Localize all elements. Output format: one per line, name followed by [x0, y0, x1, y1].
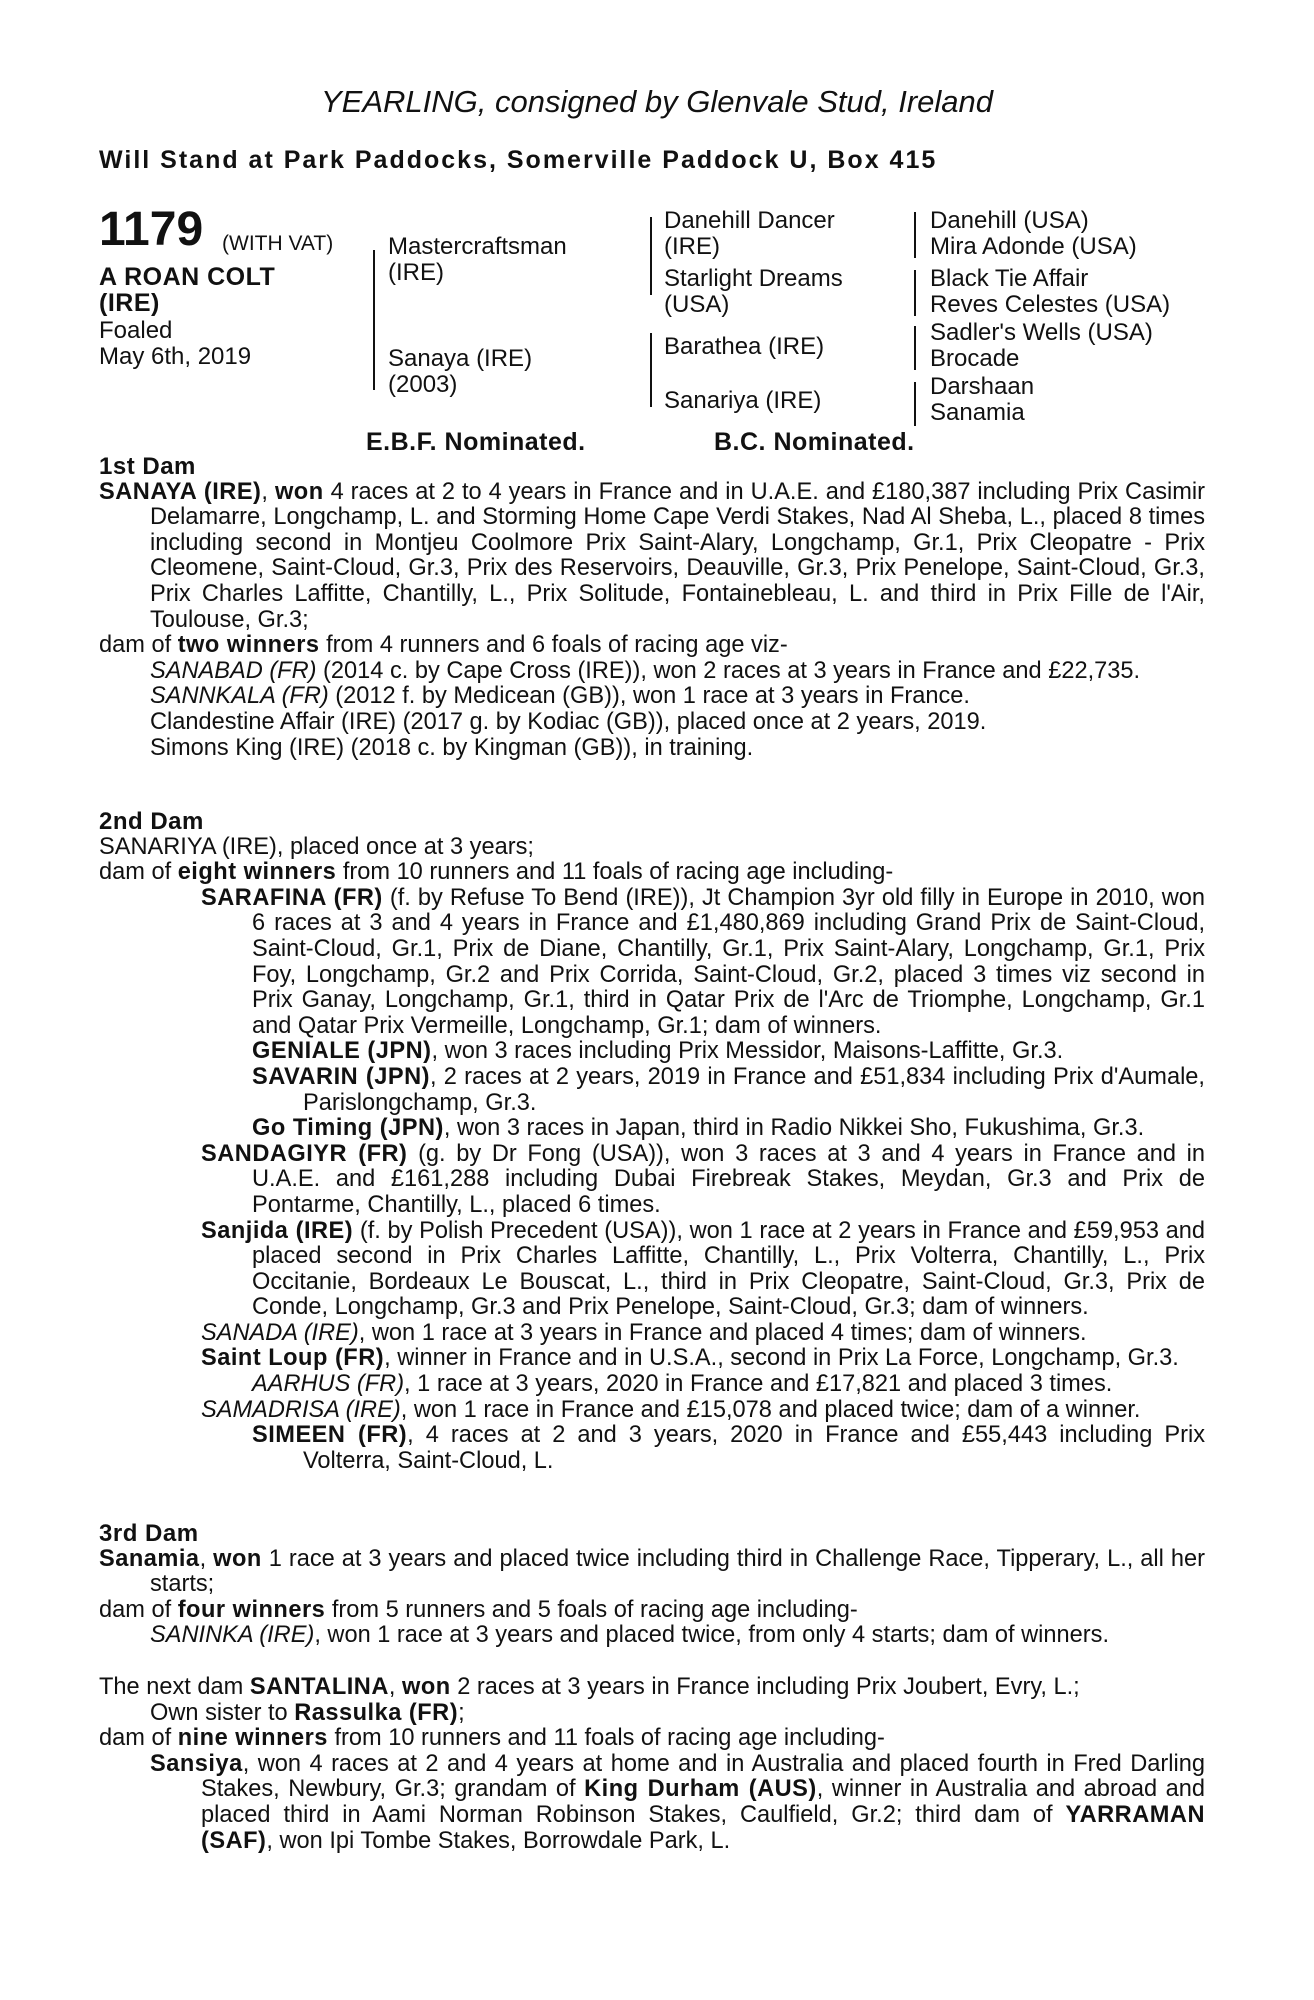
third-dam-section: [99, 1521, 1205, 1649]
progeny-clandestine-affair: Clandestine Affair (IRE) (2017 g. by Kodiac (GB)), placed once at 2 years, 2019.: [150, 708, 987, 735]
pedigree-brace-col3-d: [914, 382, 916, 426]
lot-description-line1: A ROAN COLT: [99, 263, 276, 291]
ggsire-2: Black Tie Affair: [930, 265, 1089, 292]
bc-nominated: B.C. Nominated.: [714, 428, 915, 456]
sire: Mastercraftsman (IRE): [388, 233, 567, 286]
progeny-saninka: SANINKA (IRE), won 1 race at 3 years and placed twice, from only 4 starts; dam of winners.: [150, 1622, 1110, 1649]
second-dam-produce: dam of eight winners from 10 runners and 11 foals of racing age including-: [99, 859, 894, 886]
progeny-sanada: SANADA (IRE), won 1 race at 3 years in France and placed 4 times; dam of winners.: [201, 1319, 1087, 1346]
second-dam-heading: 2nd Dam: [99, 808, 204, 835]
pedigree-brace-col2-sire: [650, 217, 652, 295]
sale-heading: YEARLING, consigned by Glenvale Stud, Ireland: [320, 84, 994, 119]
next-dam-record: The next dam SANTALINA, won 2 races at 3 years in France including Prix Joubert, Evry, L.;: [99, 1674, 1080, 1700]
first-dam-record: SANAYA (IRE), won 4 races at 2 to 4 years in France and in U.A.E. and £180,387 including Prix Casimir Delamarre, Longchamp, L. and Storming Home Cape Verdi Stakes, Nad Al Sheba, L., placed 8 times including second in Montjeu Coolmore Prix Saint-Alary, Longchamp, Gr.1, Prix Cleopatre - Prix Cleomene, Saint-Cloud, Gr.3, Prix des Reservoirs, Deauville, Gr.3, Prix Penelope, Saint-Cloud, Gr.3, Prix Charles Laffitte, Chantilly, L., Prix Solitude, Fontainebleau, L. and third in Prix Fille de l'Air, Toulouse, Gr.3;: [99, 478, 1205, 633]
lot-number: 1179: [99, 203, 204, 256]
progeny-sanjida: Sanjida (IRE) (f. by Polish Precedent (USA)), won 1 race at 2 years in France and £59,953 and placed second in Prix Charles Laffitte, Chantilly, L., Prix Volterra, Chantilly, L., Prix Occitanie, Bordeaux Le Bouscat, L., third in Prix Cleopatre, Saint-Cloud, Gr.3, Prix de Conde, Longchamp, Gr.3 and Prix Penelope, Saint-Cloud, Gr.3; dam of winners.: [201, 1217, 1206, 1321]
dam-dam: Sanariya (IRE): [664, 387, 822, 414]
first-dam-produce: dam of two winners from 4 runners and 6 foals of racing age viz-: [99, 632, 788, 659]
ggsire-4: Darshaan: [930, 373, 1035, 400]
lot-description: [99, 264, 275, 316]
progeny-samadrisa: SAMADRISA (IRE), won 1 race in France and £15,078 and placed twice; dam of a winner.: [201, 1396, 1141, 1423]
pedigree-brace-col3-c: [914, 326, 916, 370]
first-dam-section: [99, 454, 1205, 761]
next-dam-sister: Own sister to Rassulka (FR);: [150, 1699, 465, 1726]
progeny-saint-loup: Saint Loup (FR), winner in France and in U.S.A., second in Prix La Force, Longchamp, Gr.3.: [201, 1345, 1179, 1372]
pedigree-brace-col3-b: [914, 270, 916, 316]
progeny-simons-king: Simons King (IRE) (2018 c. by Kingman (GB)), in training.: [150, 734, 754, 761]
progeny-sansiya: Sansiya, won 4 races at 2 and 4 years at home and in Australia and placed fourth in Fred Darling Stakes, Newbury, Gr.3; grandam of King Durham (AUS), winner in Australia and abroad and placed third in Aami Norman Robinson Stakes, Caulfield, Gr.2; third dam of YARRAMAN (SAF), won Ipi Tombe Stakes, Borrowdale Park, L.: [150, 1750, 1205, 1854]
third-dam-record: Sanamia, won 1 race at 3 years and placed twice including third in Challenge Race, Tipperary, L., all her starts;: [99, 1545, 1205, 1598]
progeny-sanabad: SANABAD (FR) (2014 c. by Cape Cross (IRE)), won 2 races at 3 years in France and £22,735.: [150, 657, 1141, 684]
progeny-sannkala: SANNKALA (FR) (2012 f. by Medicean (GB)), won 1 race at 3 years in France.: [150, 683, 970, 710]
lot-description-line2: (IRE): [99, 289, 160, 317]
ggdam-4: Sanamia: [930, 399, 1025, 426]
pedigree-brace-col1: [373, 250, 375, 390]
progeny-savarin: SAVARIN (JPN), 2 races at 2 years, 2019 in France and £51,834 including Prix d'Aumale, Parislongchamp, Gr.3.: [252, 1063, 1205, 1116]
third-dam-heading: 3rd Dam: [99, 1520, 199, 1547]
third-dam-produce: dam of four winners from 5 runners and 5 foals of racing age including-: [99, 1596, 858, 1623]
sire-dam: Starlight Dreams (USA): [664, 265, 843, 318]
stand-location: Will Stand at Park Paddocks, Somerville Paddock U, Box 415: [99, 146, 938, 174]
dam-sire: Barathea (IRE): [664, 333, 825, 360]
next-dam-produce: dam of nine winners from 10 runners and 11 foals of racing age including-: [99, 1725, 885, 1752]
ebf-nominated: E.B.F. Nominated.: [366, 428, 586, 456]
progeny-simeen: SIMEEN (FR), 4 races at 2 and 3 years, 2020 in France and £55,443 including Prix Volterra, Saint-Cloud, L.: [252, 1422, 1205, 1474]
foaled-label: Foaled: [99, 317, 173, 344]
progeny-geniale: GENIALE (JPN), won 3 races including Prix Messidor, Maisons-Laffitte, Gr.3.: [252, 1038, 1064, 1065]
ggsire-3: Sadler's Wells (USA): [930, 319, 1153, 346]
foaled-date: May 6th, 2019: [99, 343, 252, 370]
first-dam-heading: 1st Dam: [99, 453, 196, 480]
ggdam-2: Reves Celestes (USA): [930, 291, 1171, 318]
ggdam-3: Brocade: [930, 345, 1020, 372]
pedigree-brace-col2-dam: [650, 333, 652, 407]
dam: Sanaya (IRE) (2003): [388, 345, 533, 398]
progeny-sarafina: SARAFINA (FR) (f. by Refuse To Bend (IRE)), Jt Champion 3yr old filly in Europe in 2010, won 6 races at 3 and 4 years in France and £1,480,869 including Grand Prix de Saint-Cloud, Saint-Cloud, Gr.1, Prix de Diane, Chantilly, Gr.1, Prix Saint-Alary, Longchamp, Gr.1, Prix Foy, Longchamp, Gr.2 and Prix Corrida, Saint-Cloud, Gr.2, placed 3 times viz second in Prix Ganay, Longchamp, Gr.1, third in Qatar Prix de l'Arc de Triomphe, Longchamp, Gr.1 and Qatar Prix Vermeille, Longchamp, Gr.1; dam of winners.: [201, 884, 1205, 1039]
second-dam-section: [99, 809, 1205, 1474]
progeny-aarhus: AARHUS (FR), 1 race at 3 years, 2020 in France and £17,821 and placed 3 times.: [252, 1371, 1113, 1398]
second-dam-record: SANARIYA (IRE), placed once at 3 years;: [99, 833, 534, 860]
next-dam-section: [99, 1675, 1205, 1854]
ggsire-1: Danehill (USA): [930, 207, 1089, 234]
ggdam-1: Mira Adonde (USA): [930, 233, 1137, 260]
foaled-info: [99, 318, 251, 370]
progeny-go-timing: Go Timing (JPN), won 3 races in Japan, third in Radio Nikkei Sho, Fukushima, Gr.3.: [252, 1115, 1145, 1142]
vat-note: (WITH VAT): [222, 232, 334, 255]
sire-sire: Danehill Dancer (IRE): [664, 207, 835, 260]
pedigree-brace-col3-a: [914, 212, 916, 258]
progeny-sandagiyr: SANDAGIYR (FR) (g. by Dr Fong (USA)), won 3 races at 3 and 4 years in France and in U.A.E. and £161,288 including Dubai Firebreak Stakes, Meydan, Gr.3 and Prix de Pontarme, Chantilly, L., placed 6 times.: [201, 1140, 1205, 1218]
